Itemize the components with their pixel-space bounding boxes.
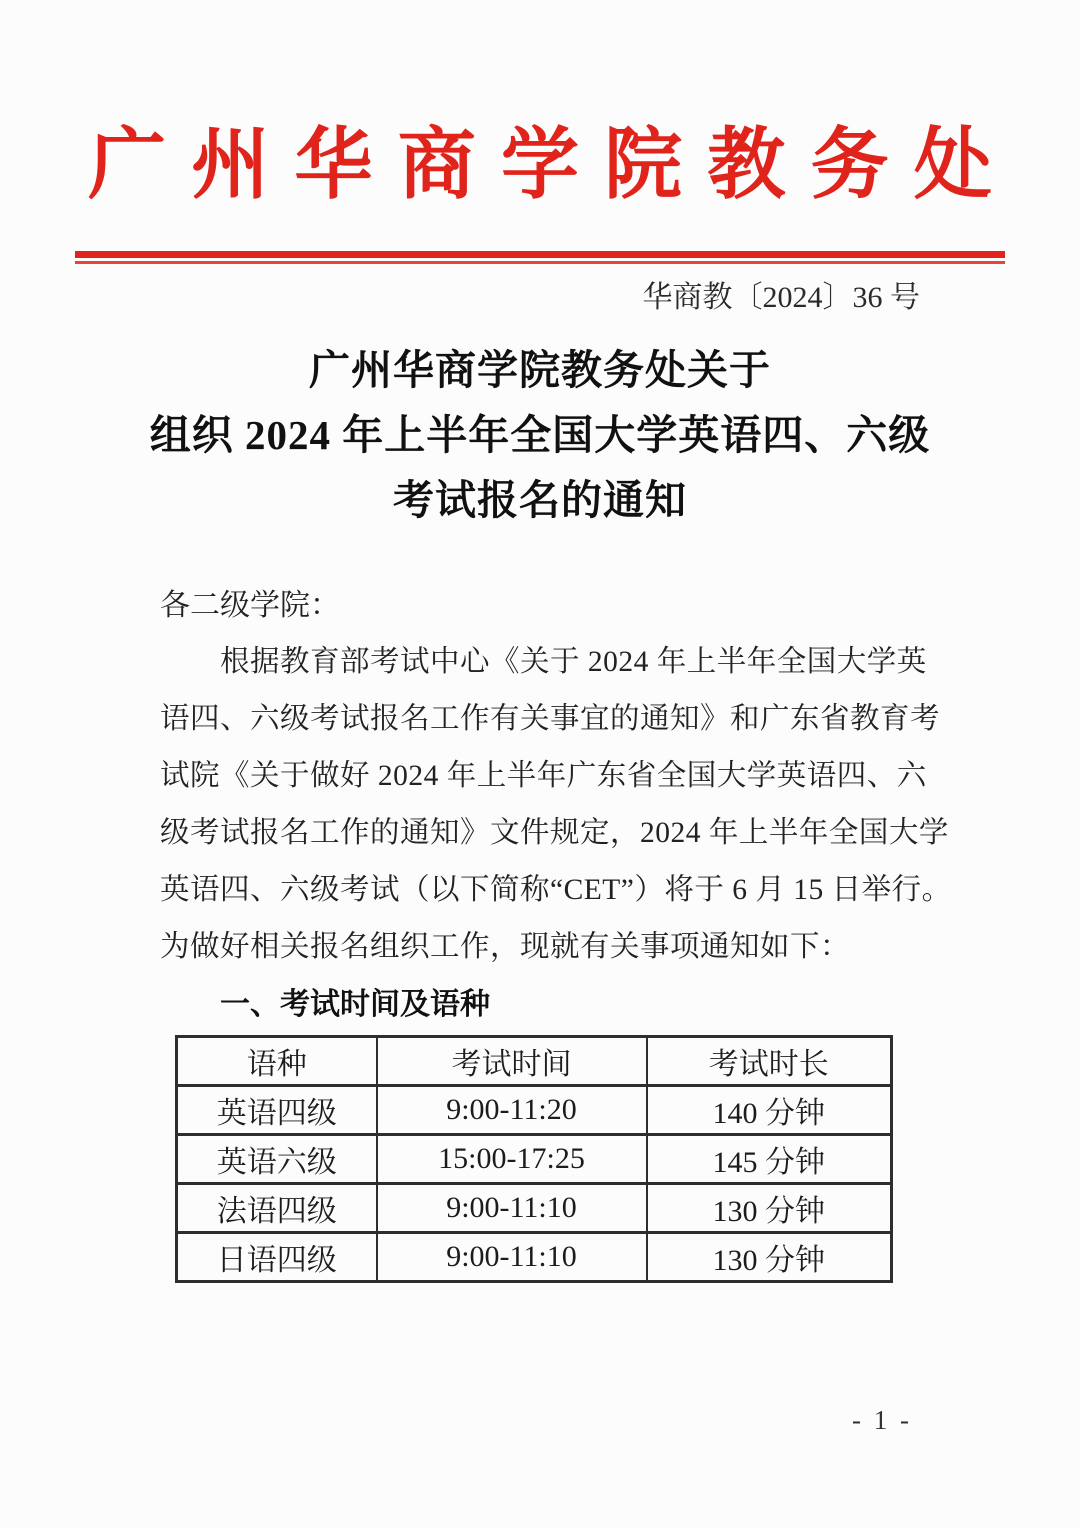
notice-title-line: 考试报名的通知 <box>393 477 687 523</box>
cell-exam-duration: 130 分钟 <box>647 1233 892 1282</box>
cell-exam-duration: 140 分钟 <box>647 1086 892 1135</box>
body-paragraph-line: 语四、六级考试报名工作有关事宜的通知》和广东省教育考 <box>160 703 941 735</box>
letterhead-char: 州 <box>191 121 270 208</box>
document-number: 华商教〔2024〕36 号 <box>642 281 920 314</box>
body-paragraph-line: 根据教育部考试中心《关于 2024 年上半年全国大学英 <box>220 646 927 678</box>
letterhead-char: 院 <box>604 121 683 208</box>
page-number: - 1 - <box>852 1405 912 1435</box>
red-divider-rule <box>75 251 1005 264</box>
letterhead-char: 广 <box>88 121 167 208</box>
cell-exam-duration: 145 分钟 <box>647 1135 892 1184</box>
table-row <box>177 1135 892 1184</box>
document-body <box>160 577 952 1283</box>
cell-language: 法语四级 <box>177 1184 377 1233</box>
cell-language: 英语四级 <box>177 1086 377 1135</box>
letterhead-char: 教 <box>707 121 786 208</box>
body-paragraph-line: 英语四、六级考试（以下简称“CET”）将于 6 月 15 日举行。 <box>160 874 952 906</box>
red-divider-thick-line <box>75 251 1005 258</box>
table-header-language: 语种 <box>177 1037 377 1086</box>
table-header-exam-time: 考试时间 <box>377 1037 647 1086</box>
table-row <box>177 1184 892 1233</box>
cell-language: 英语六级 <box>177 1135 377 1184</box>
body-paragraph-line: 为做好相关报名组织工作，现就有关事项通知如下： <box>160 931 851 963</box>
notice-title-line: 广州华商学院教务处关于 <box>309 347 771 393</box>
cell-exam-duration: 130 分钟 <box>647 1184 892 1233</box>
table-header-row <box>177 1037 892 1086</box>
body-paragraph-line: 级考试报名工作的通知》文件规定，2024 年上半年全国大学 <box>160 817 949 849</box>
cell-language: 日语四级 <box>177 1233 377 1282</box>
table-row <box>177 1233 892 1282</box>
body-paragraph-line: 试院《关于做好 2024 年上半年广东省全国大学英语四、六 <box>160 760 927 792</box>
table-header-exam-duration: 考试时长 <box>647 1037 892 1086</box>
cell-exam-time: 9:00-11:10 <box>377 1184 647 1233</box>
letterhead-char: 华 <box>294 121 373 208</box>
cell-exam-time: 9:00-11:20 <box>377 1086 647 1135</box>
letterhead-title <box>88 116 992 213</box>
notice-title-line: 组织 2024 年上半年全国大学英语四、六级 <box>149 412 931 458</box>
letterhead-char: 处 <box>913 121 992 208</box>
letterhead-char: 商 <box>397 121 476 208</box>
red-divider-thin-line <box>75 261 1005 264</box>
cell-exam-time: 9:00-11:10 <box>377 1233 647 1282</box>
table-row <box>177 1086 892 1135</box>
cell-exam-time: 15:00-17:25 <box>377 1135 647 1184</box>
letterhead-char: 务 <box>810 121 889 208</box>
exam-schedule-table <box>175 1035 893 1283</box>
section-heading-exam-time: 一、考试时间及语种 <box>220 988 490 1021</box>
letterhead-char: 学 <box>500 121 579 208</box>
notice-title <box>0 338 1080 533</box>
salutation: 各二级学院： <box>160 589 340 622</box>
